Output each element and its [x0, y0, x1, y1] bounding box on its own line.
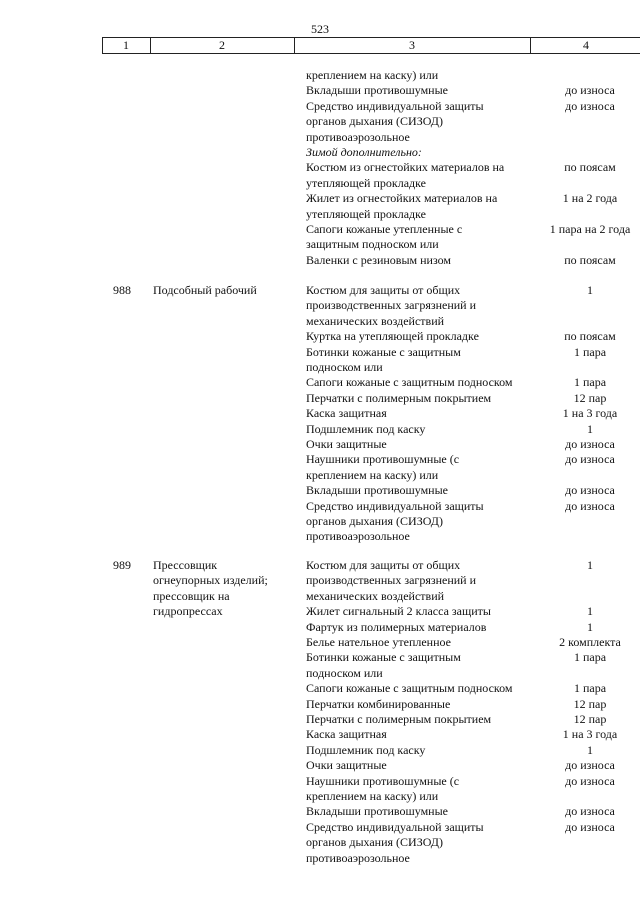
issue-norm: до износа [565, 819, 615, 834]
issue-norm: до износа [565, 804, 615, 819]
ppe-item: Сапоги кожаные с защитным подноском [306, 681, 513, 696]
issue-norm: по поясам [564, 329, 616, 344]
column-divider [102, 37, 103, 53]
ppe-item: Костюм из огнестойких материалов на [306, 160, 505, 175]
entry-number: 988 [113, 283, 131, 297]
ppe-item: противоаэрозольное [306, 529, 410, 544]
issue-norm: до износа [565, 452, 615, 467]
ppe-item: Фартук из полимерных материалов [306, 619, 487, 634]
ppe-item: Средство индивидуальной защиты [306, 98, 484, 113]
issue-norm: до износа [565, 758, 615, 773]
ppe-item: Зимой дополнительно: [306, 145, 422, 159]
ppe-item: креплением на каску) или [306, 467, 439, 482]
ppe-item: Каска защитная [306, 406, 387, 421]
ppe-item: механических воздействий [306, 313, 445, 328]
ppe-item: Вкладыши противошумные [306, 483, 448, 498]
ppe-item: Вкладыши противошумные [306, 804, 448, 819]
ppe-item: Наушники противошумные (с [306, 452, 460, 467]
issue-norm: 1 [587, 421, 593, 436]
ppe-item: противоаэрозольное [306, 850, 410, 865]
issue-norm: 12 пар [573, 696, 607, 711]
ppe-item: Подшлемник под каску [306, 421, 426, 436]
issue-norm: 1 на 3 года [562, 406, 618, 421]
ppe-item: Жилет сигнальный 2 класса защиты [306, 604, 491, 619]
ppe-item: Вкладыши противошумные [306, 83, 448, 98]
issue-norm: 12 пар [573, 390, 607, 405]
ppe-item: Валенки с резиновым низом [306, 252, 452, 267]
issue-norm: до износа [565, 773, 615, 788]
ppe-item: органов дыхания (СИЗОД) [306, 114, 443, 129]
ppe-item: Перчатки с полимерным покрытием [306, 712, 492, 726]
issue-norm: 1 на 2 года [562, 191, 618, 206]
column-header-1: 1 [123, 38, 129, 52]
ppe-item: органов дыхания (СИЗОД) [306, 835, 443, 850]
issue-norm: 1 [587, 283, 593, 297]
ppe-item: Жилет из огнестойких материалов на [306, 191, 498, 206]
ppe-item: Каска защитная [306, 727, 387, 742]
ppe-item: Средство индивидуальной защиты [306, 498, 484, 513]
issue-norm: по поясам [564, 252, 616, 267]
ppe-item: Сапоги кожаные с защитным подноском [306, 375, 513, 390]
ppe-item: креплением на каску) или [306, 68, 439, 82]
issue-norm: 1 [587, 619, 593, 634]
profession-name: Подсобный рабочий [153, 283, 257, 297]
profession-name: гидропрессах [153, 604, 223, 619]
issue-norm: до износа [565, 483, 615, 498]
ppe-item: защитным подноском или [306, 237, 439, 252]
issue-norm: 12 пар [573, 712, 607, 726]
profession-name: огнеупорных изделий; [153, 573, 268, 588]
ppe-item: Белье нательное утепленное [306, 635, 451, 649]
column-divider [530, 37, 531, 53]
column-header-4: 4 [583, 38, 589, 52]
profession-name: Прессовщик [153, 558, 218, 572]
ppe-item: Средство индивидуальной защиты [306, 819, 484, 834]
issue-norm: 2 комплекта [559, 635, 621, 649]
ppe-item: подноском или [306, 665, 383, 680]
issue-norm: 1 пара [573, 375, 607, 390]
column-header-2: 2 [219, 38, 225, 52]
ppe-item: Очки защитные [306, 758, 387, 773]
ppe-item: Сапоги кожаные утепленные с [306, 222, 463, 236]
ppe-item: производственных загрязнений и [306, 298, 477, 313]
ppe-item: Подшлемник под каску [306, 742, 426, 757]
page-number: 523 [311, 22, 329, 36]
ppe-item: утепляющей прокладке [306, 206, 426, 221]
ppe-item: Костюм для защиты от общих [306, 558, 461, 572]
ppe-item: органов дыхания (СИЗОД) [306, 514, 443, 528]
profession-name: прессовщик на [153, 588, 230, 603]
issue-norm: 1 пара [573, 650, 607, 665]
issue-norm: 1 пара на 2 года [549, 222, 631, 236]
ppe-item: производственных загрязнений и [306, 573, 477, 588]
ppe-item: противоаэрозольное [306, 129, 410, 144]
issue-norm: 1 на 3 года [562, 727, 618, 742]
ppe-item: подноском или [306, 360, 383, 374]
ppe-item: Очки защитные [306, 437, 387, 451]
ppe-item: механических воздействий [306, 588, 445, 603]
ppe-item: утепляющей прокладке [306, 175, 426, 190]
issue-norm: до износа [565, 498, 615, 513]
ppe-item: Ботинки кожаные с защитным [306, 344, 461, 359]
ppe-item: Перчатки с полимерным покрытием [306, 390, 492, 405]
issue-norm: 1 [587, 604, 593, 619]
column-header-row [102, 37, 640, 54]
issue-norm: 1 пара [573, 681, 607, 696]
issue-norm: 1 пара [573, 344, 607, 359]
ppe-item: Костюм для защиты от общих [306, 283, 461, 297]
column-divider [150, 37, 151, 53]
ppe-item: креплением на каску) или [306, 789, 439, 803]
ppe-item: Наушники противошумные (с [306, 773, 460, 788]
ppe-item: Ботинки кожаные с защитным [306, 650, 461, 665]
issue-norm: до износа [565, 98, 615, 113]
entry-number: 989 [113, 558, 131, 572]
column-divider [294, 37, 295, 53]
issue-norm: до износа [565, 437, 615, 451]
issue-norm: 1 [587, 558, 593, 572]
issue-norm: по поясам [564, 160, 616, 175]
ppe-item: Перчатки комбинированные [306, 696, 451, 711]
ppe-item: Куртка на утепляющей прокладке [306, 329, 479, 344]
issue-norm: 1 [587, 742, 593, 757]
column-header-3: 3 [409, 38, 415, 52]
issue-norm: до износа [565, 83, 615, 98]
